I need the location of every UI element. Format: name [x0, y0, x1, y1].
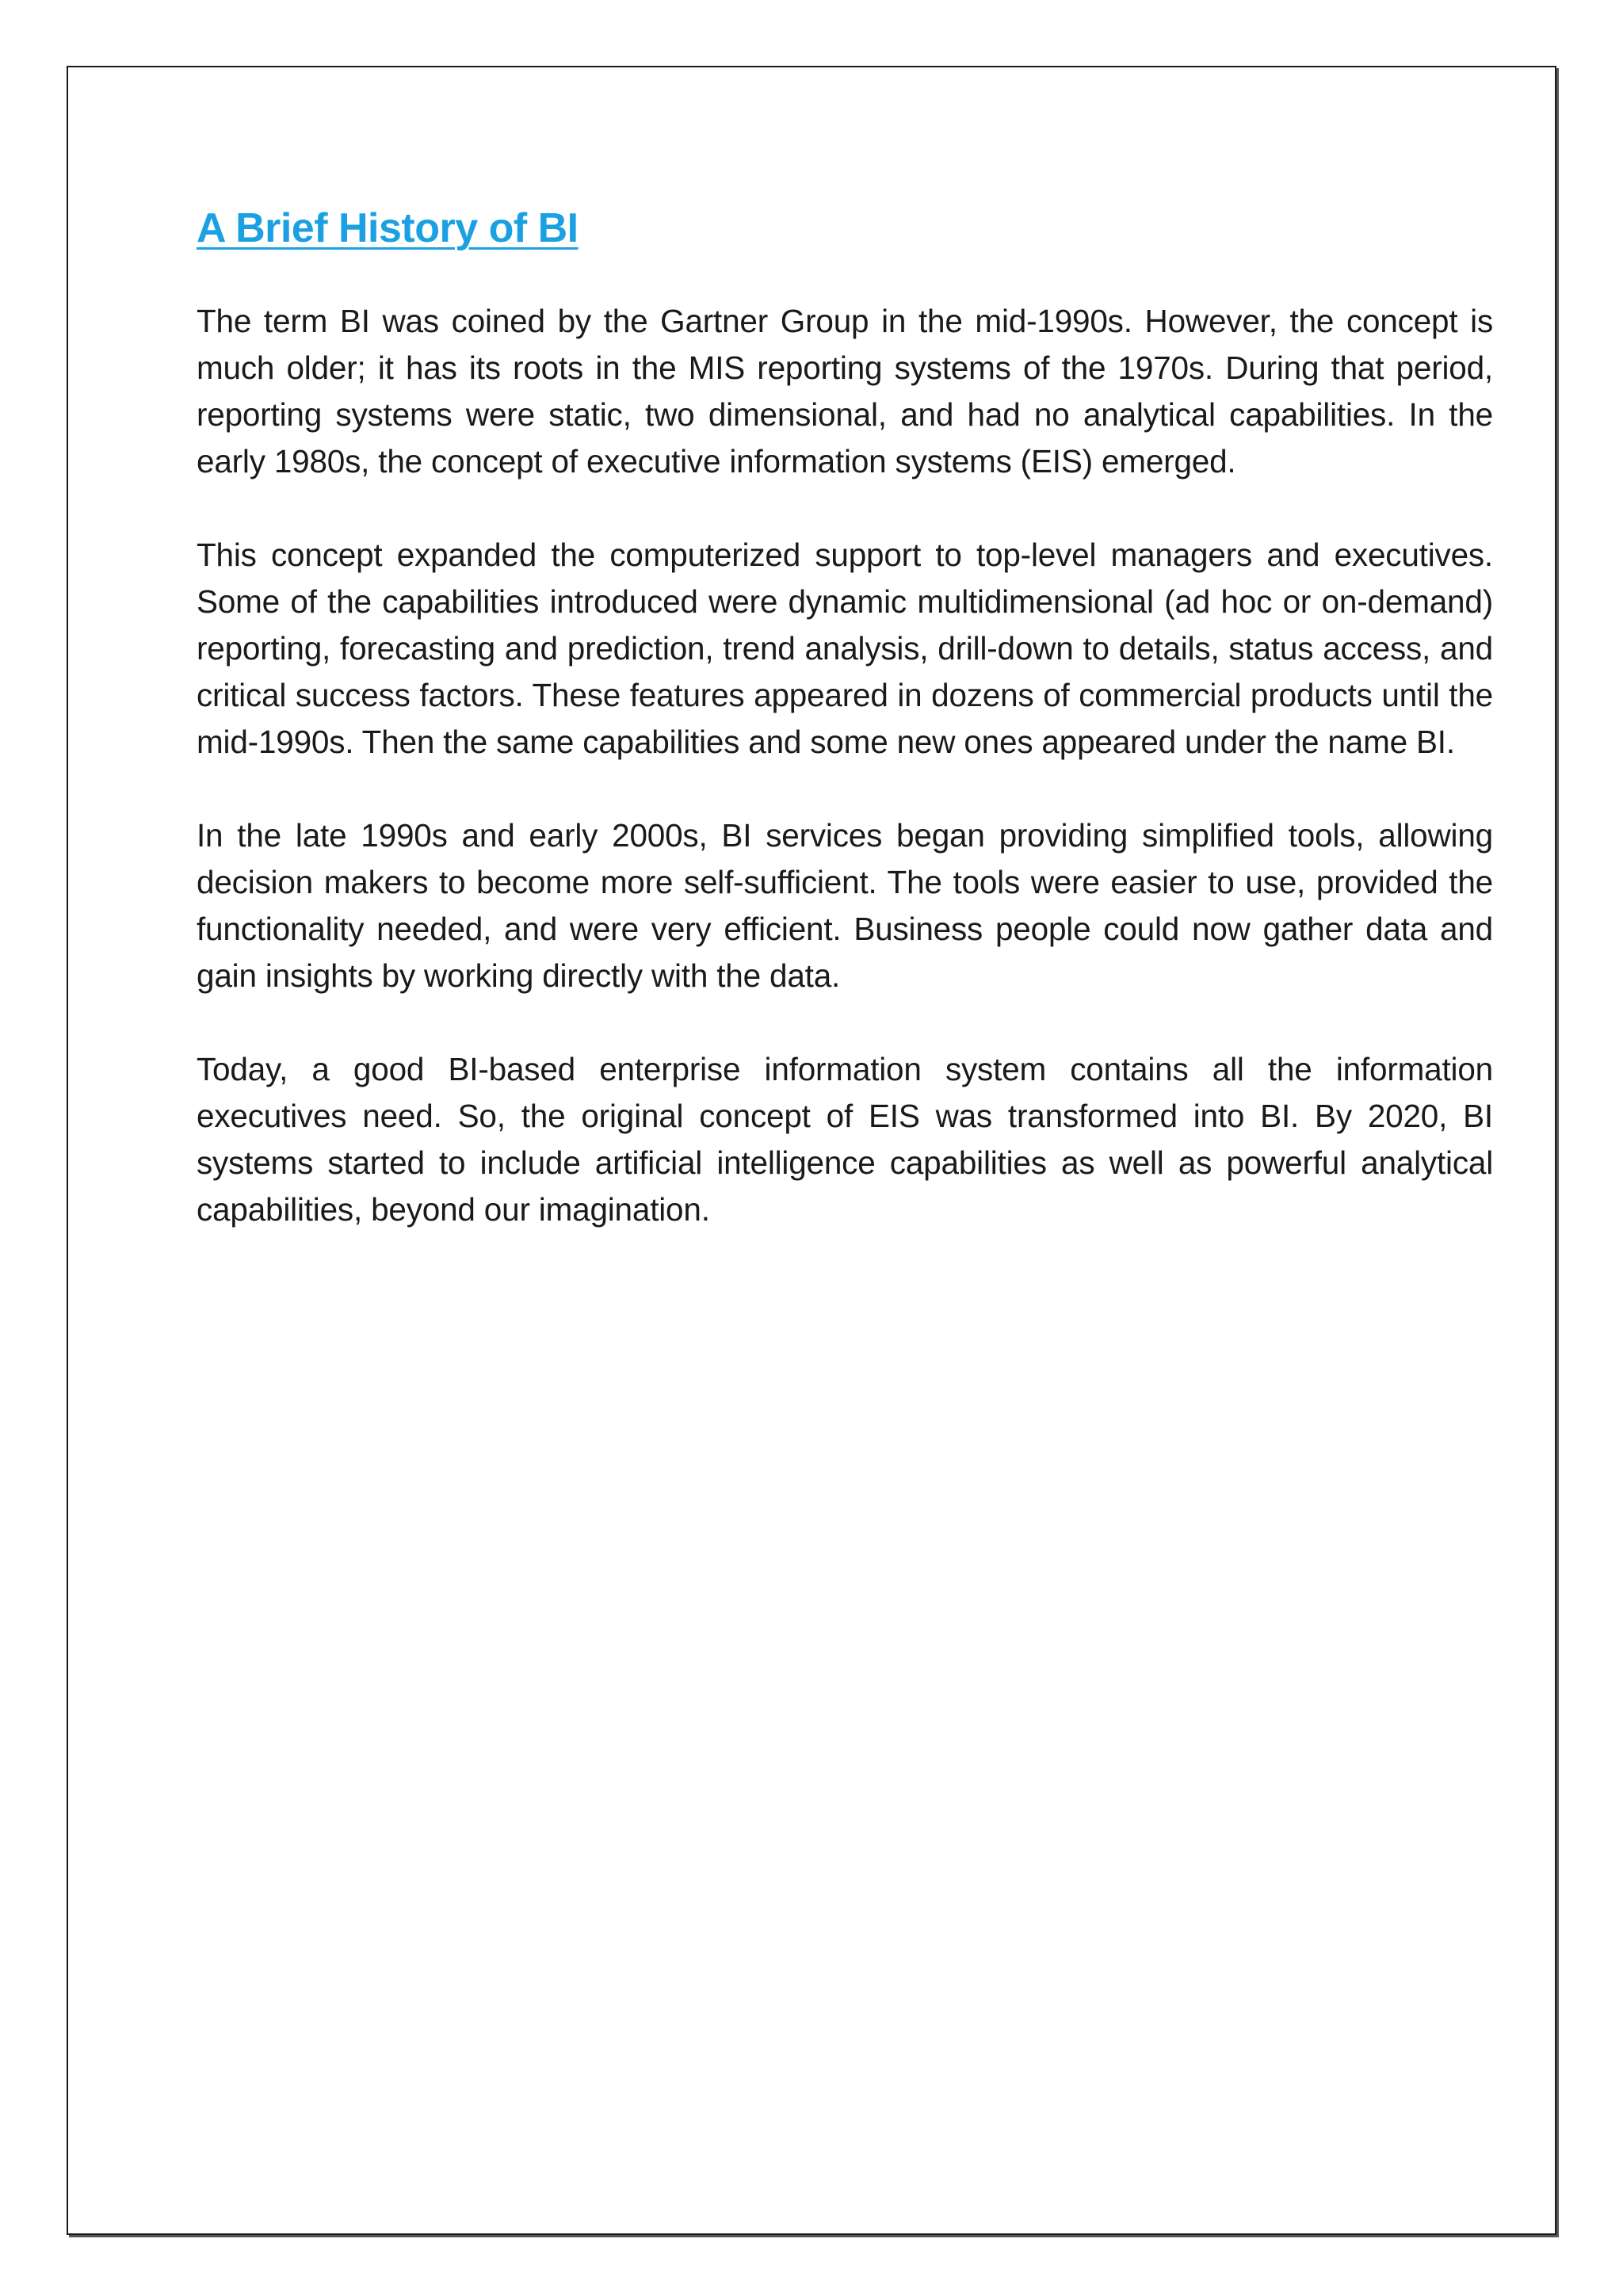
paragraph-2: This concept expanded the computerized support to top-level managers and executives. Some of the capabilities introduced were dynamic multidimensional (ad hoc or on-demand) reporting, forecasting and prediction, trend analysis, drill-down to details, status access, and critical success factors. These features appeared in dozens of commercial products until the mid-1990s. Then the same capabilities and some new ones appeared under the name BI.	[197, 537, 1493, 760]
document-title: A Brief History of BI	[197, 205, 579, 251]
paragraph-3: In the late 1990s and early 2000s, BI services began providing simplified tools, allowing decision makers to become more self-sufficient. The tools were easier to use, provided the functionality needed, and were very efficient. Business people could now gather data and gain insights by working directly with the data.	[197, 817, 1493, 994]
paragraph-4: Today, a good BI-based enterprise information system contains all the information executives need. So, the original concept of EIS was transformed into BI. By 2020, BI systems started to include artificial intelligence capabilities as well as powerful analytical capabilities, beyond our imagination.	[197, 1051, 1493, 1228]
document-body	[197, 204, 1493, 1280]
paragraph-1: The term BI was coined by the Gartner Group in the mid-1990s. However, the concept is much older; it has its roots in the MIS reporting systems of the 1970s. During that period, reporting systems were static, two dimensional, and had no analytical capabilities. In the early 1980s, the concept of executive information systems (EIS) emerged.	[197, 303, 1493, 479]
